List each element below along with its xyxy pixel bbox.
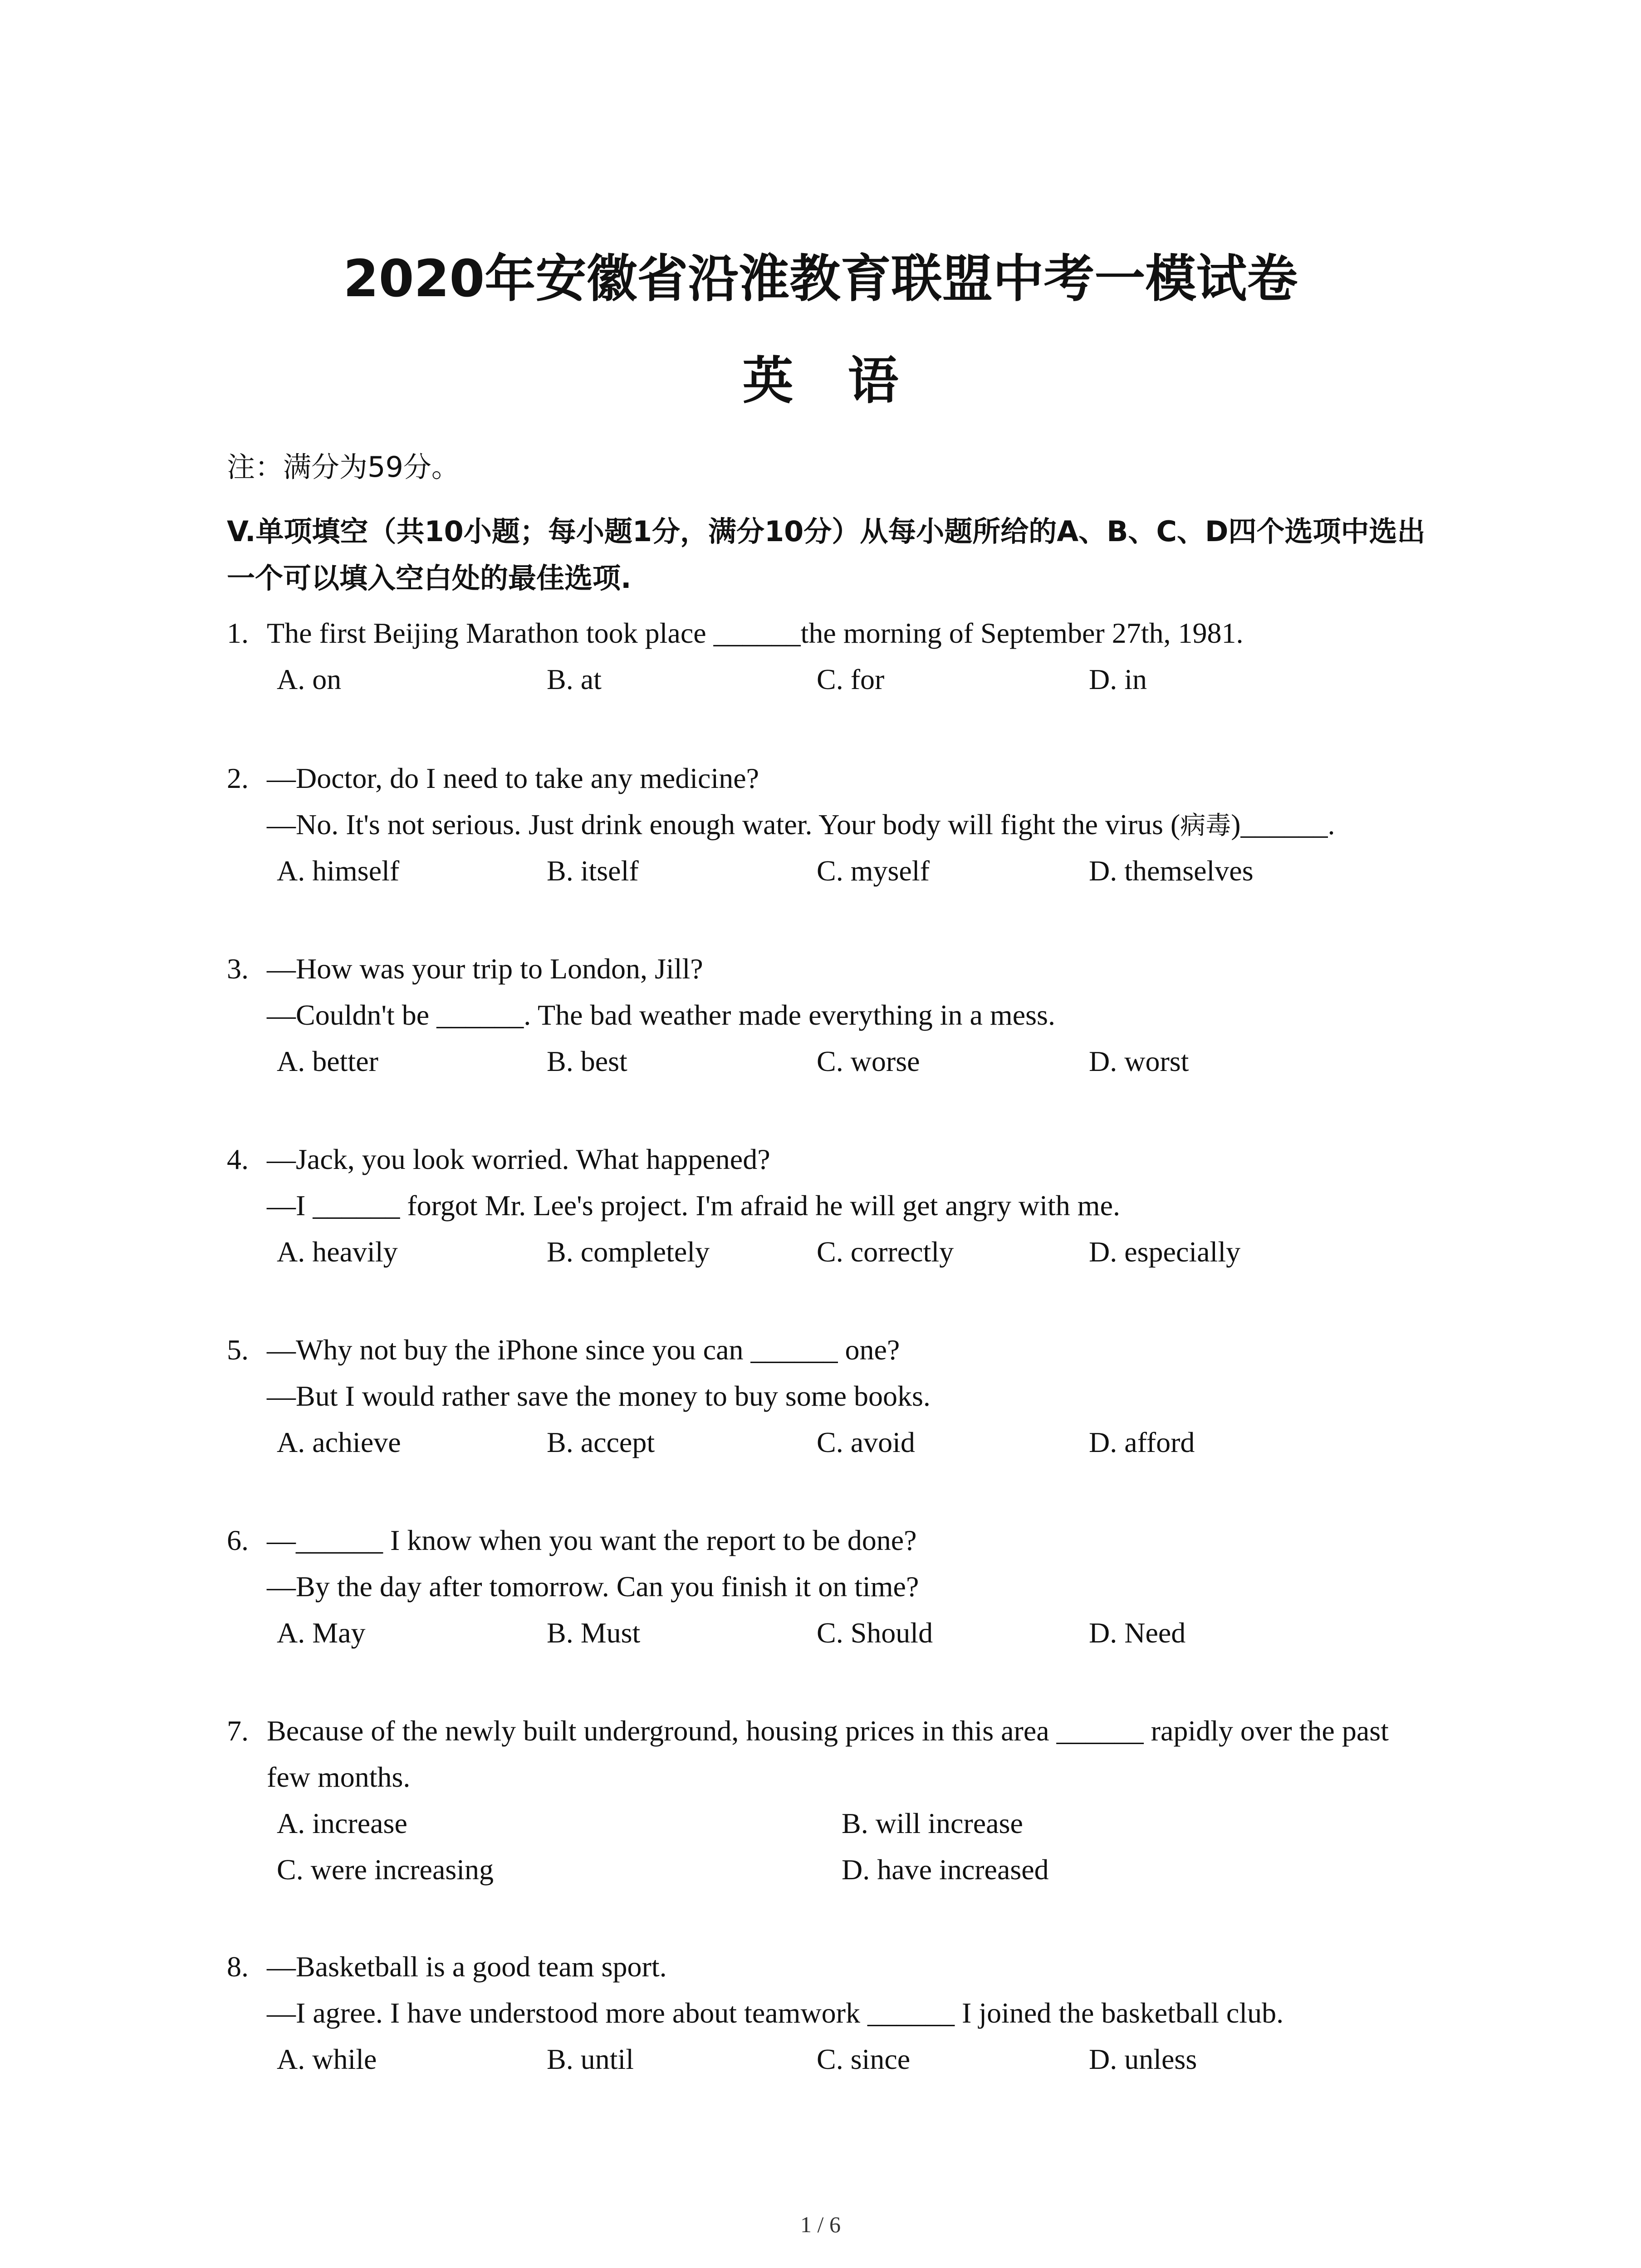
option-d: D. unless <box>1089 2043 1197 2075</box>
question-number: 4. <box>227 1143 249 1175</box>
option-d: D. have increased <box>842 1853 1049 1886</box>
chinese-gloss: 病毒 <box>1180 811 1231 841</box>
option-a: A. himself <box>277 855 400 887</box>
option-b: B. itself <box>547 855 639 887</box>
option-c: C. were increasing <box>277 1853 494 1886</box>
option-c: C. Should <box>817 1617 933 1649</box>
option-d: D. themselves <box>1089 855 1254 887</box>
question-stem: The first Beijing Marathon took place ______the morning of September 27th, 1981. <box>267 617 1244 649</box>
question-4 <box>227 1136 1479 1275</box>
option-b: B. completely <box>547 1236 710 1268</box>
option-b: B. accept <box>547 1426 655 1458</box>
section-instructions: V.单项填空（共10小题；每小题1分，满分10分）从每小题所给的A、B、C、D四个选项中选出一个可以填入空白处的最佳选项. <box>227 515 1425 595</box>
question-stem-line-2 <box>267 802 1335 849</box>
question-number: 3. <box>227 953 249 985</box>
page-number: 1 / 6 <box>800 2212 841 2237</box>
stem-text: —No. It's not serious. Just drink enough water. Your body will fight the virus ( <box>267 808 1181 841</box>
question-stem-line-2: —But I would rather save the money to buy some books. <box>267 1380 931 1412</box>
option-a: A. increase <box>277 1807 407 1839</box>
question-stem: —Basketball is a good team sport. <box>267 1950 667 1983</box>
question-number: 7. <box>227 1715 249 1747</box>
question-5 <box>227 1327 1479 1466</box>
option-a: A. while <box>277 2043 377 2075</box>
question-6 <box>227 1517 1479 1656</box>
question-stem: —______ I know when you want the report to be done? <box>267 1524 917 1556</box>
question-stem-line-2: —I ______ forgot Mr. Lee's project. I'm afraid he will get angry with me. <box>267 1189 1120 1222</box>
option-b: B. will increase <box>842 1807 1023 1839</box>
option-b: B. at <box>547 663 602 695</box>
option-d: D. worst <box>1089 1045 1189 1077</box>
question-number: 2. <box>227 762 249 794</box>
option-c: C. avoid <box>817 1426 915 1458</box>
question-stem: Because of the newly built underground, housing prices in this area ______ rapidly over the past <box>267 1715 1389 1747</box>
question-number: 8. <box>227 1950 249 1983</box>
option-b: B. until <box>547 2043 634 2075</box>
question-number: 5. <box>227 1334 249 1366</box>
option-b: B. best <box>547 1045 627 1077</box>
option-c: C. worse <box>817 1045 920 1077</box>
option-a: A. May <box>277 1617 366 1649</box>
exam-title: 2020年安徽省沿淮教育联盟中考一模试卷 <box>343 249 1298 308</box>
option-a: A. achieve <box>277 1426 401 1458</box>
question-8 <box>227 1944 1479 2082</box>
question-1 <box>227 610 1479 703</box>
question-stem-line-2: —By the day after tomorrow. Can you finish it on time? <box>267 1570 919 1603</box>
option-b: B. Must <box>547 1617 641 1649</box>
option-d: D. in <box>1089 663 1147 695</box>
option-a: A. on <box>277 663 342 695</box>
option-c: C. for <box>817 663 885 695</box>
question-number: 6. <box>227 1524 249 1556</box>
question-7 <box>227 1708 1479 1893</box>
option-c: C. correctly <box>817 1236 954 1268</box>
question-stem-line-2: few months. <box>267 1761 411 1793</box>
question-stem-line-2: —I agree. I have understood more about teamwork ______ I joined the basketball club. <box>267 1997 1284 2029</box>
stem-text: )______. <box>1231 808 1335 841</box>
question-stem: —Doctor, do I need to take any medicine? <box>267 762 759 794</box>
option-c: C. myself <box>817 855 930 887</box>
question-3 <box>227 946 1479 1085</box>
option-a: A. heavily <box>277 1236 398 1268</box>
exam-subject: 英语 <box>742 352 953 411</box>
option-c: C. since <box>817 2043 911 2075</box>
question-stem-line-2: —Couldn't be ______. The bad weather made everything in a mess. <box>267 999 1055 1031</box>
question-2 <box>227 755 1479 894</box>
question-stem: —How was your trip to London, Jill? <box>267 953 703 985</box>
option-d: D. Need <box>1089 1617 1186 1649</box>
question-stem: —Jack, you look worried. What happened? <box>267 1143 770 1175</box>
option-a: A. better <box>277 1045 378 1077</box>
question-stem: —Why not buy the iPhone since you can ______ one? <box>267 1334 900 1366</box>
option-d: D. afford <box>1089 1426 1195 1458</box>
option-d: D. especially <box>1089 1236 1241 1268</box>
question-number: 1. <box>227 617 249 649</box>
score-note: 注：满分为59分。 <box>227 450 460 484</box>
